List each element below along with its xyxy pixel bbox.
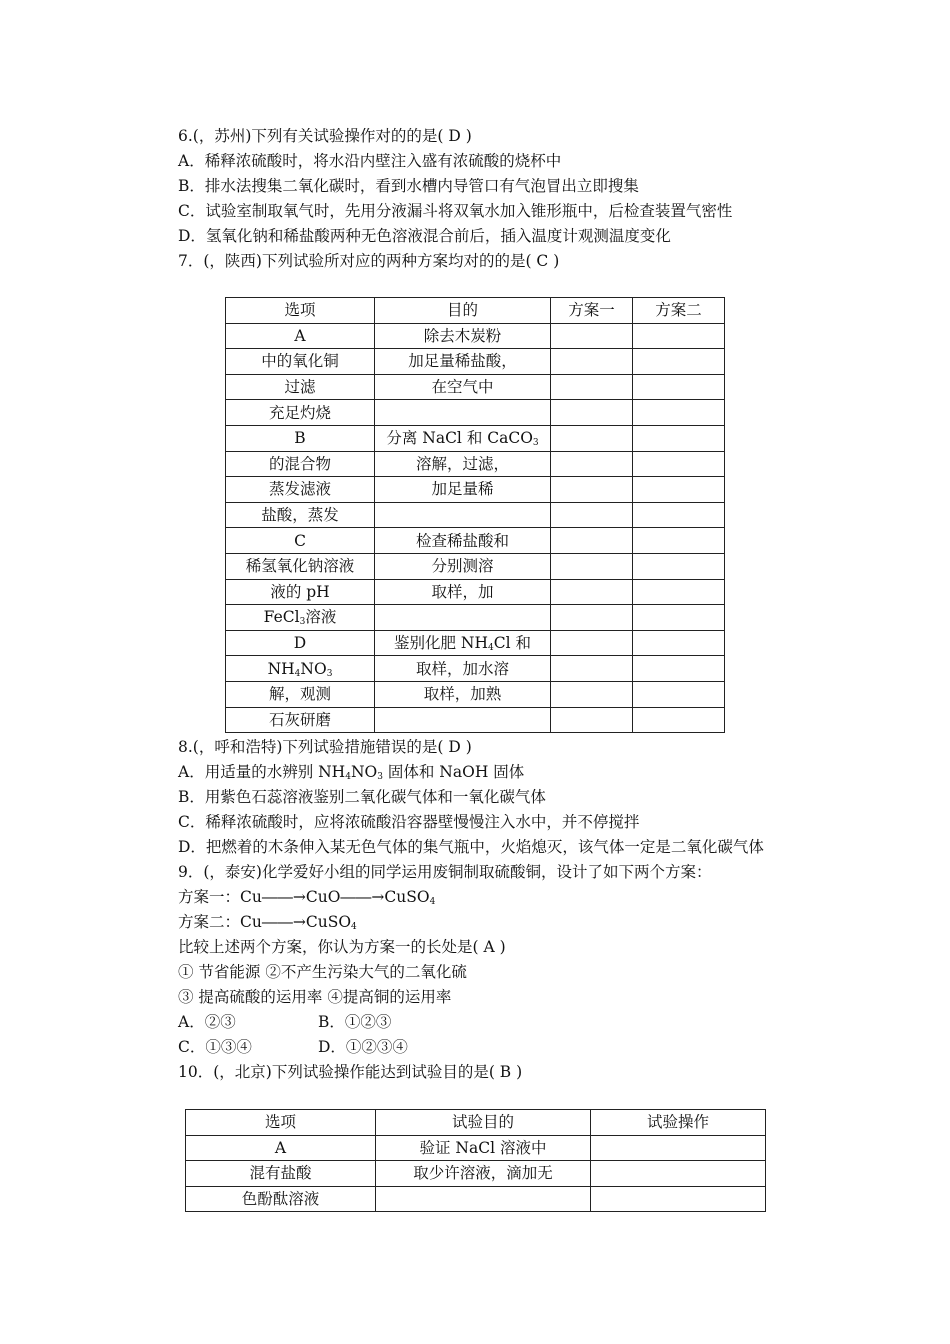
q10-header-cell: 试验目的	[376, 1110, 591, 1136]
table-row	[226, 630, 725, 656]
table-cell	[633, 349, 725, 375]
table-row	[186, 1186, 766, 1212]
table-row	[226, 451, 725, 477]
q7-table	[225, 297, 725, 733]
table-cell	[551, 630, 633, 656]
table-cell	[551, 323, 633, 349]
table-cell: 取样，加熟	[375, 681, 551, 707]
table-row	[226, 681, 725, 707]
table-cell: 溶解，过滤，	[375, 451, 551, 477]
table-cell: B	[226, 425, 375, 451]
table-cell	[551, 477, 633, 503]
table-cell	[551, 681, 633, 707]
table-row	[226, 553, 725, 579]
table-row	[226, 349, 725, 375]
q10-header-cell: 选项	[186, 1110, 376, 1136]
table-cell	[633, 656, 725, 682]
table-cell: 充足灼烧	[226, 400, 375, 426]
q7-stem: 7．(，陕西)下列试验所对应的两种方案均对的的是( C )	[178, 252, 560, 270]
table-cell: 中的氧化铜	[226, 349, 375, 375]
table-row	[226, 477, 725, 503]
reaction-arrow-icon: ――→	[261, 888, 306, 906]
table-cell	[551, 400, 633, 426]
q6-stem: 6.(，苏州)下列有关试验操作对的的是( D )	[178, 127, 472, 145]
q8-option-b: B．用紫色石蕊溶液鉴别二氧化碳气体和一氧化碳气体	[178, 788, 546, 806]
table-cell: 除去木炭粉	[375, 323, 551, 349]
formula: CuSO$_4$	[384, 888, 436, 907]
table-cell	[591, 1161, 766, 1187]
table-cell: D	[226, 630, 375, 656]
table-cell	[633, 323, 725, 349]
q8-stem: 8.(，呼和浩特)下列试验措施错误的是( D )	[178, 738, 472, 756]
q6-option-a: A．稀释浓硫酸时，将水沿内壁注入盛有浓硫酸的烧杯中	[178, 152, 562, 170]
table-cell	[551, 528, 633, 554]
table-row	[186, 1135, 766, 1161]
q9-option-b: B．①②③	[318, 1013, 392, 1031]
table-cell: 的混合物	[226, 451, 375, 477]
table-cell	[375, 502, 551, 528]
q9-plan-one	[178, 887, 435, 907]
table-row	[226, 605, 725, 631]
q9-stem: 9．(，泰安)化学爱好小组的同学运用废铜制取硫酸铜，设计了如下两个方案：	[178, 863, 712, 881]
formula: Cu	[240, 913, 262, 931]
table-cell	[633, 553, 725, 579]
table-cell	[551, 579, 633, 605]
table-cell: 液的 pH	[226, 579, 375, 605]
q8-option-a: A．用适量的水辨别 $NH_4NO_3$ 固体和 NaOH 固体	[178, 763, 525, 782]
q6-option-c: C．试验室制取氧气时，先用分液漏斗将双氧水加入锥形瓶中，后检查装置气密性	[178, 202, 733, 220]
table-cell: 加足量稀盐酸，	[375, 349, 551, 375]
q10-stem: 10．(，北京)下列试验操作能达到试验目的是( B )	[178, 1063, 523, 1081]
q6-option-d: D．氢氧化钠和稀盐酸两种无色溶液混合前后，插入温度计观测温度变化	[178, 227, 671, 245]
table-cell	[551, 502, 633, 528]
table-cell	[551, 374, 633, 400]
table-row	[226, 707, 725, 733]
formula: Cu	[240, 888, 262, 906]
table-cell: 盐酸，蒸发	[226, 502, 375, 528]
table-cell: 解，观测	[226, 681, 375, 707]
plan-label: 方案二：	[178, 913, 241, 931]
table-cell	[375, 400, 551, 426]
table-cell	[633, 425, 725, 451]
formula: CuSO$_4$	[305, 913, 357, 932]
table-row	[226, 528, 725, 554]
q10-table	[185, 1109, 766, 1212]
table-row	[226, 579, 725, 605]
table-cell	[633, 528, 725, 554]
table-cell: 加足量稀	[375, 477, 551, 503]
table-cell: 过滤	[226, 374, 375, 400]
table-cell	[633, 605, 725, 631]
table-cell: 取少许溶液，滴加无	[376, 1161, 591, 1187]
table-cell: 验证 NaCl 溶液中	[376, 1135, 591, 1161]
table-cell: 取样，加	[375, 579, 551, 605]
q9-plan-two	[178, 912, 357, 932]
table-cell: 在空气中	[375, 374, 551, 400]
table-cell: 色酚酞溶液	[186, 1186, 376, 1212]
table-row	[186, 1161, 766, 1187]
table-cell: 分离 NaCl 和 CaCO$_3$	[375, 425, 551, 451]
q8-option-c: C．稀释浓硫酸时，应将浓硫酸沿容器壁慢慢注入水中，并不停搅拌	[178, 813, 640, 831]
table-cell	[551, 707, 633, 733]
table-row	[226, 374, 725, 400]
plan-label: 方案一：	[178, 888, 241, 906]
table-cell: C	[226, 528, 375, 554]
table-row	[226, 656, 725, 682]
q9-option-c: C．①③④	[178, 1038, 252, 1056]
q7-header-cell: 方案一	[551, 298, 633, 324]
q7-header-cell: 目的	[375, 298, 551, 324]
q9-option-a: A．②③	[178, 1013, 236, 1031]
table-cell	[375, 707, 551, 733]
q7-header-cell: 方案二	[633, 298, 725, 324]
table-cell	[551, 656, 633, 682]
table-cell: 石灰研磨	[226, 707, 375, 733]
formula: CuO	[305, 888, 341, 906]
table-cell: A	[186, 1135, 376, 1161]
table-cell	[551, 553, 633, 579]
table-cell	[375, 605, 551, 631]
table-cell	[633, 451, 725, 477]
table-cell	[633, 502, 725, 528]
table-cell: A	[226, 323, 375, 349]
q6-option-b: B．排水法搜集二氧化碳时，看到水槽内导管口有气泡冒出立即搜集	[178, 177, 639, 195]
table-cell: FeCl$_3$溶液	[226, 605, 375, 631]
table-cell	[633, 630, 725, 656]
table-cell	[551, 605, 633, 631]
table-cell	[633, 477, 725, 503]
table-cell	[633, 681, 725, 707]
reaction-arrow-icon: ――→	[340, 888, 385, 906]
table-row	[226, 502, 725, 528]
q10-header-cell: 试验操作	[591, 1110, 766, 1136]
table-cell: 检查稀盐酸和	[375, 528, 551, 554]
table-cell: 分别测溶	[375, 553, 551, 579]
table-row	[226, 425, 725, 451]
table-cell	[633, 707, 725, 733]
table-cell	[633, 400, 725, 426]
table-cell	[591, 1135, 766, 1161]
table-cell	[591, 1186, 766, 1212]
q7-header-row	[226, 298, 725, 324]
q9-points-2: ③ 提高硫酸的运用率 ④提高铜的运用率	[178, 988, 452, 1006]
q7-header-cell: 选项	[226, 298, 375, 324]
table-cell	[633, 579, 725, 605]
table-cell: $NH_4NO_3$	[226, 656, 375, 682]
q10-header-row	[186, 1110, 766, 1136]
table-cell: 蒸发滤液	[226, 477, 375, 503]
q8-option-d: D．把燃着的木条伸入某无色气体的集气瓶中，火焰熄灭，该气体一定是二氧化碳气体	[178, 838, 764, 856]
table-row	[226, 323, 725, 349]
table-cell: 稀氢氧化钠溶液	[226, 553, 375, 579]
q9-option-d: D．①②③④	[318, 1038, 408, 1056]
table-cell	[633, 374, 725, 400]
table-row	[226, 400, 725, 426]
table-cell: 取样，加水溶	[375, 656, 551, 682]
table-cell: 混有盐酸	[186, 1161, 376, 1187]
q9-points-1: ① 节省能源 ②不产生污染大气的二氧化硫	[178, 963, 467, 981]
table-cell: 鉴别化肥 $NH_4Cl$ 和	[375, 630, 551, 656]
table-cell	[551, 349, 633, 375]
reaction-arrow-icon: ――→	[261, 913, 306, 931]
table-cell	[551, 451, 633, 477]
table-cell	[376, 1186, 591, 1212]
table-cell	[551, 425, 633, 451]
q9-question: 比较上述两个方案，你认为方案一的长处是( A )	[178, 938, 506, 956]
